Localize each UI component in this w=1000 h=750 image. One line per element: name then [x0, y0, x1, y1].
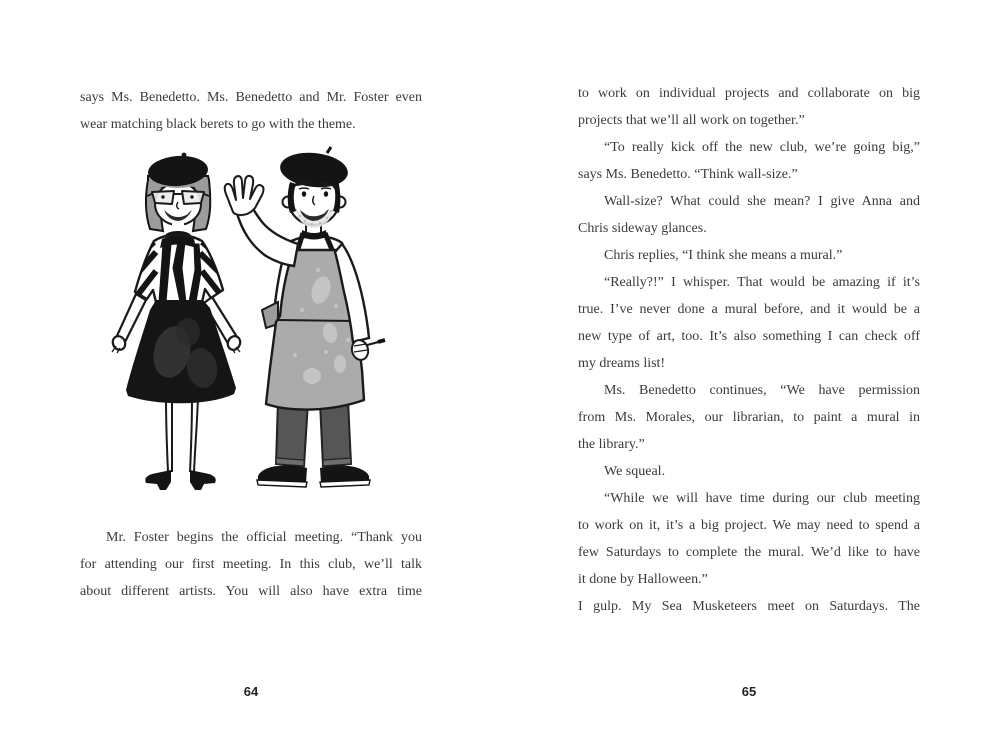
- text-line: it done by Halloween.”: [578, 572, 708, 587]
- text-line: wear matching black berets to go with the theme.: [80, 117, 356, 132]
- man-sneakers: [257, 465, 370, 487]
- text-line: about different artists. You will also have extra time: [80, 584, 422, 599]
- text-line: the library.”: [578, 437, 645, 452]
- man-beret: [278, 147, 349, 190]
- woman-shoes: [145, 470, 216, 490]
- woman-eye: [190, 195, 193, 198]
- woman-figure: [110, 153, 242, 490]
- text-line: “To really kick off the new club, we’re going big,”: [604, 140, 920, 155]
- illustration-two-artists: [90, 140, 410, 500]
- woman-eye: [161, 195, 164, 198]
- page-number-left: 64: [243, 684, 259, 699]
- text-line: We squeal.: [604, 464, 666, 479]
- left-page-text-top: [80, 84, 422, 138]
- text-line: from Ms. Morales, our librarian, to paint a mural in: [578, 410, 920, 425]
- man-head: [278, 147, 349, 228]
- text-line: to work on individual projects and collaborate on big: [578, 86, 920, 101]
- text-line: new type of art, too. It’s also something I can check off: [578, 329, 920, 344]
- text-line: Chris sideway glances.: [578, 221, 707, 236]
- text-line: my dreams list!: [578, 356, 666, 371]
- text-line: to work on it, it’s a big project. We may need to spend a: [578, 518, 920, 533]
- text-line: for attending our first meeting. In this club, we’ll talk: [80, 557, 422, 572]
- left-page-text-bottom: [80, 524, 422, 605]
- man-hand-with-brush: [350, 338, 385, 361]
- text-line: true. I’ve never done a mural before, and it would be a: [578, 302, 920, 317]
- text-line: Mr. Foster begins the official meeting. “Thank you: [106, 530, 422, 545]
- woman-legs: [166, 398, 198, 472]
- text-line: projects that we’ll all work on together.”: [578, 113, 805, 128]
- man-figure: [225, 147, 385, 487]
- text-line: “While we will have time during our club meeting: [604, 491, 920, 506]
- text-line: I gulp. My Sea Musketeers meet on Saturdays. The: [578, 599, 920, 614]
- text-line: says Ms. Benedetto. “Think wall-size.”: [578, 167, 798, 182]
- text-line: Chris replies, “I think she means a mural.”: [604, 248, 843, 263]
- text-line: Ms. Benedetto continues, “We have permission: [604, 383, 920, 398]
- text-line: Wall-size? What could she mean? I give Anna and: [604, 194, 920, 209]
- page-number-right: 65: [741, 684, 757, 699]
- text-line: says Ms. Benedetto. Ms. Benedetto and Mr. Foster even: [80, 90, 422, 105]
- man-waving-hand: [225, 176, 264, 215]
- text-line: few Saturdays to complete the mural. We’d like to have: [578, 545, 920, 560]
- right-page-text: [578, 80, 920, 620]
- text-line: “Really?!” I whisper. That would be amazing if it’s: [604, 275, 920, 290]
